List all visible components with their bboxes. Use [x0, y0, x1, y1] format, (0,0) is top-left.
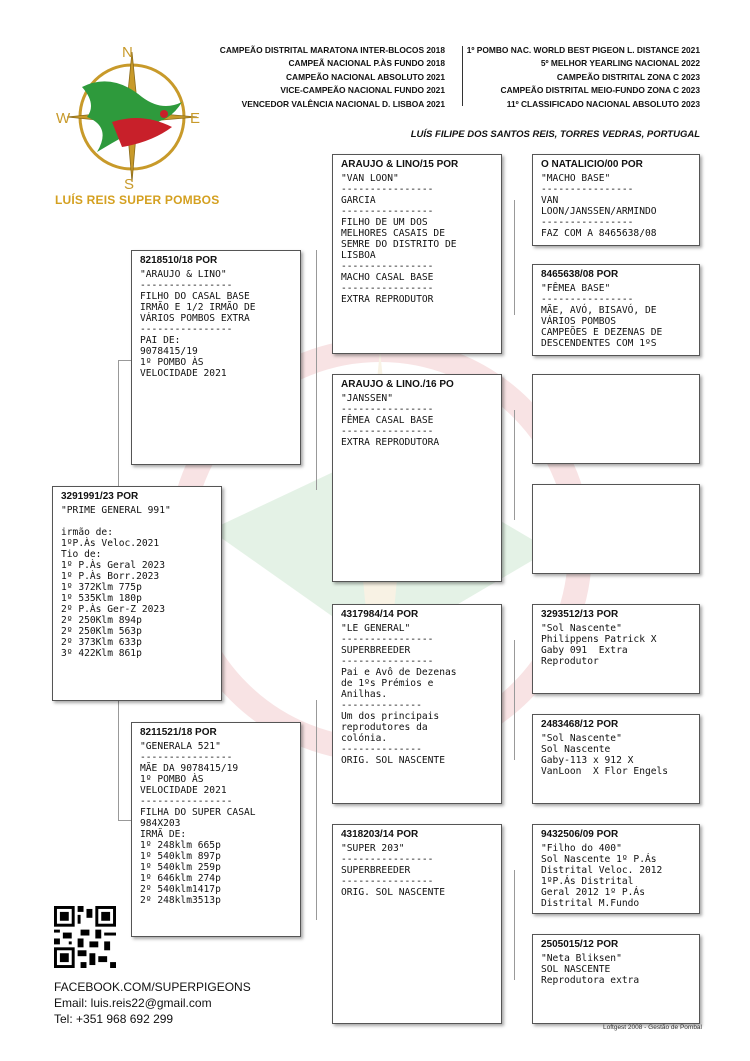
title-left-3: CAMPEÃO NACIONAL ABSOLUTO 2021: [286, 71, 445, 82]
titles-right: [467, 44, 700, 111]
logo-compass-pigeon: [52, 42, 212, 192]
ring-number: 2505015/12 POR: [541, 939, 619, 950]
qr-code-icon[interactable]: [54, 906, 116, 968]
pigeon-notes: "Sol Nascente" Sol Nascente Gaby-113 x 912 X VanLoon X Flor Engels: [541, 733, 669, 777]
title-left-5: VENCEDOR VALÊNCIA NACIONAL D. LISBOA 2021: [241, 98, 445, 109]
footer-credit: Loftgest 2008 - Gestão de Pombal: [602, 1024, 702, 1031]
title-right-1: 1º POMBO NAC. WORLD BEST PIGEON L. DISTANCE 2021: [466, 45, 700, 55]
ring-number: ARAUJO & LINO/15 POR: [341, 159, 459, 170]
ring-number: 9432506/09 POR: [541, 829, 619, 840]
ring-number: 3291991/23 POR: [61, 491, 139, 502]
connector-ds-great: [514, 640, 515, 760]
title-right-4: CAMPEÃO DISTRITAL MEIO-FUNDO ZONA C 2023: [500, 85, 700, 96]
pigeon-subject: [52, 486, 222, 701]
ring-number: 8218510/18 POR: [140, 255, 218, 266]
ring-number: ARAUJO & LINO./16 PO: [341, 379, 454, 390]
pigeon-dsd: [532, 714, 700, 804]
ring-number: 2483468/12 POR: [541, 719, 619, 730]
pigeon-sss: [532, 154, 700, 246]
pigeon-dam: [131, 722, 301, 937]
connector-sire-grand: [316, 250, 317, 490]
email-link[interactable]: Email: luis.reis22@gmail.com: [54, 996, 212, 1010]
pigeon-notes: "Sol Nascente" Philippens Patrick X Gaby 091 Extra Reprodutor: [541, 623, 657, 667]
compass-w: W: [56, 110, 71, 127]
pigeon-sire-sire: [332, 154, 502, 354]
title-right-5: 11º CLASSIFICADO NACIONAL ABSOLUTO 2023: [506, 98, 700, 109]
ring-number: 8465638/08 POR: [541, 269, 619, 280]
ring-number: O NATALICIO/00 POR: [541, 159, 643, 170]
connector-subject-sire: [118, 360, 119, 488]
compass-s: S: [124, 176, 135, 193]
pigeon-dds: [532, 824, 700, 914]
connector-subject-sire-h: [118, 360, 132, 361]
pigeon-notes: "GENERALA 521" ---------------- MÃE DA 9078415/19 1º POMBO ÀS VELOCIDADE 2021 ---------------- FILHA DO SUPER CASAL 984X203 IRMÃ DE: 1º 248klm 665p 1º 540klm 897p 1º 540klm 259p 1º 646klm 274p 2º 540klm1417p 2º 248klm3513p: [140, 741, 256, 906]
ring-number: 8211521/18 POR: [140, 727, 217, 738]
compass-e: E: [190, 110, 201, 127]
pigeon-notes: "LE GENERAL" ---------------- SUPERBREEDER ---------------- Pai e Avô de Dezenas de 1ºs Prémios e Anilhas. -------------- Um dos principais reprodutores da colónia. -------------- ORIG. SOL NASCENTE: [341, 623, 457, 766]
owner-line: LUÍS FILIPE DOS SANTOS REIS, TORRES VEDRAS, PORTUGAL: [410, 129, 700, 140]
facebook-link[interactable]: FACEBOOK.COM/SUPERPIGEONS: [54, 980, 251, 994]
connector-dam-grand: [316, 700, 317, 920]
connector-subject-dam: [118, 700, 119, 820]
title-left-4: VICE-CAMPEÃO NACIONAL FUNDO 2021: [280, 85, 445, 96]
ring-number: 4317984/14 POR: [341, 609, 419, 620]
pigeon-notes: "Neta Bliksen" SOL NASCENTE Reprodutora extra: [541, 953, 640, 986]
title-right-2: 5º MELHOR YEARLING NACIONAL 2022: [540, 58, 700, 69]
pigeon-ddd: [532, 934, 700, 1024]
connector-sd-great: [514, 410, 515, 520]
pigeon-sds-empty: [532, 374, 700, 464]
connector-dd-great: [514, 870, 515, 980]
pigeon-sire-dam: [332, 374, 502, 582]
pigeon-notes: "PRIME GENERAL 991" irmão de: 1ºP.Às Veloc.2021 Tio de: 1º P.Às Geral 2023 1º P.Às Borr.2023 1º 372Klm 775p 1º 535Klm 180p 2º P.Às Ger-Z 2023 2º 250Klm 894p 2º 250Klm 563p 2º 373Klm 633p 3º 422Klm 861p: [61, 505, 171, 659]
phone-link[interactable]: Tel: +351 968 692 299: [54, 1012, 174, 1026]
title-left-2: CAMPEÃ NACIONAL P.ÀS FUNDO 2018: [288, 58, 445, 69]
connector-ss-great: [514, 200, 515, 315]
pigeon-notes: "MACHO BASE" ---------------- VAN LOON/JANSSEN/ARMINDO ---------------- FAZ COM A 8465638/08: [541, 173, 657, 239]
pigeon-dam-dam: [332, 824, 502, 1024]
pigeon-sdd-empty: [532, 484, 700, 574]
pigeon-notes: "JANSSEN" ---------------- FÊMEA CASAL BASE ---------------- EXTRA REPRODUTORA: [341, 393, 440, 448]
pigeon-dam-sire: [332, 604, 502, 804]
title-left-1: CAMPEÃO DISTRITAL MARATONA INTER-BLOCOS 2018: [219, 45, 445, 55]
pigeon-sire: [131, 250, 301, 465]
pigeon-notes: "VAN LOON" ---------------- GARCIA ---------------- FILHO DE UM DOS MELHORES CASAIS DE SEMRE DO DISTRITO DE LISBOA ---------------- MACHO CASAL BASE ---------------- EXTRA REPRODUTOR: [341, 173, 457, 305]
pigeon-notes: "SUPER 203" ---------------- SUPERBREEDER ---------------- ORIG. SOL NASCENTE: [341, 843, 445, 898]
brand-name: LUÍS REIS SUPER POMBOS: [55, 193, 220, 207]
pigeon-notes: "FÊMEA BASE" ---------------- MÃE, AVÓ, BISAVÓ, DE VÁRIOS POMBOS CAMPEÕES E DEZENAS DE DESCENDENTES COM 1ºS: [541, 283, 663, 349]
pigeon-ssd: [532, 264, 700, 356]
header-divider: [462, 46, 463, 106]
connector-subject-dam-h: [118, 820, 132, 821]
titles-left: [220, 44, 445, 111]
compass-n: N: [122, 44, 133, 61]
pigeon-notes: "Filho do 400" Sol Nascente 1º P.Ás Distrital Veloc. 2012 1ºP.Ás Distrital Geral 2012 1º P.Ás Distrital M.Fundo: [541, 843, 663, 909]
title-right-3: CAMPEÃO DISTRITAL ZONA C 2023: [556, 71, 700, 82]
pigeon-notes: "ARAUJO & LINO" ---------------- FILHO DO CASAL BASE IRMÃO E 1/2 IRMÃO DE VÁRIOS POMBOS EXTRA ---------------- PAI DE: 9078415/19 1º POMBO ÀS VELOCIDADE 2021: [140, 269, 256, 379]
ring-number: 4318203/14 POR: [341, 829, 419, 840]
ring-number: 3293512/13 POR: [541, 609, 619, 620]
pigeon-dss: [532, 604, 700, 694]
